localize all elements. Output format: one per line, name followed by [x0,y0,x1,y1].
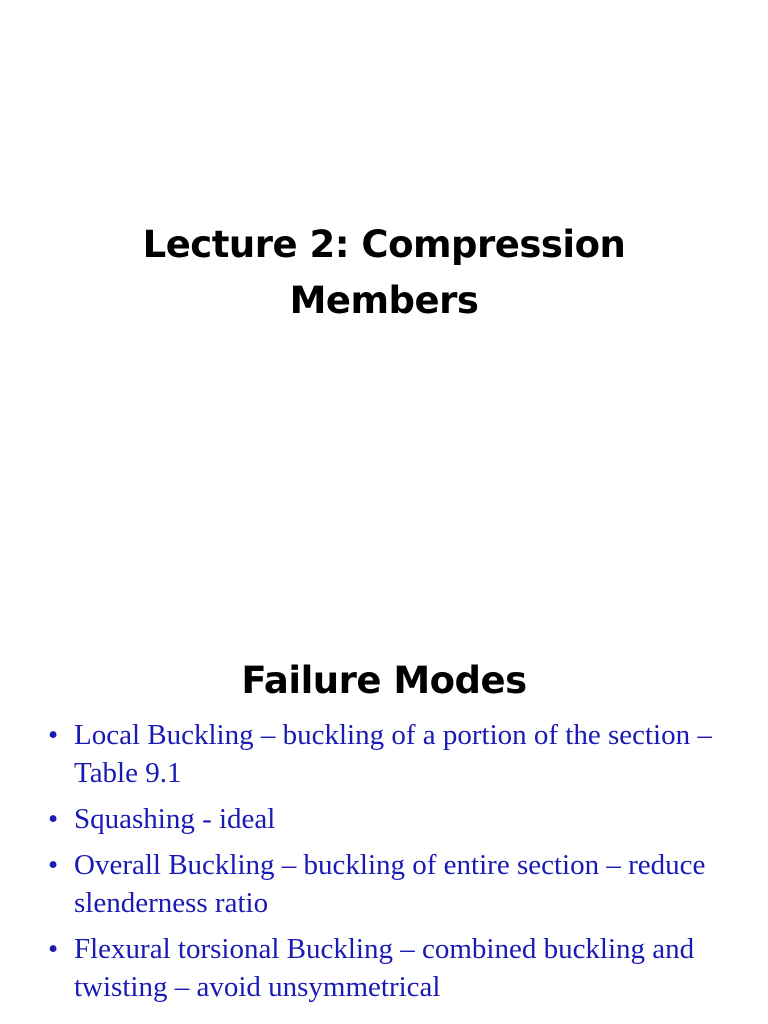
list-item-local-buckling [48,716,738,792]
failure-modes-list [48,716,738,1014]
bullet-text: Squashing - ideal [74,803,276,835]
bullet-dot-icon: • [48,933,59,965]
list-item-overall-buckling [48,846,738,922]
bullet-dot-icon: • [48,719,59,751]
bullet-dot-icon: • [48,849,59,881]
list-item-squashing [48,800,738,838]
bullet-text: Overall Buckling – buckling of entire section – reduce slenderness ratio [74,849,706,919]
lecture-title-line-2: Members [289,278,479,322]
bullet-text: Flexural torsional Buckling – combined buckling and twisting – avoid unsymmetrical [74,933,695,1003]
failure-modes-title: Failure Modes [241,658,527,702]
lecture-title [0,217,768,329]
slide-failure-modes [0,576,768,1024]
bullet-text: Local Buckling – buckling of a portion of the section – Table 9.1 [74,719,712,789]
list-item-flexural-torsional-buckling [48,930,738,1006]
lecture-title-line-1: Lecture 2: Compression [142,222,626,266]
bullet-dot-icon: • [48,803,59,835]
